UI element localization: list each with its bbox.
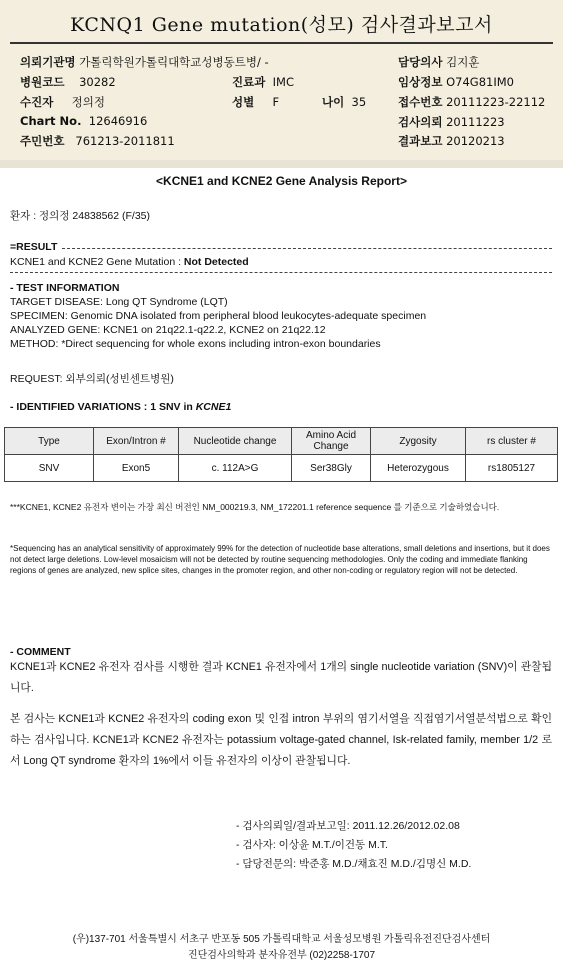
header-department: 진료과 IMC (232, 75, 294, 89)
table-cell: rs1805127 (466, 455, 558, 482)
header-report-date: 결과보고 20120213 (398, 134, 505, 148)
header-resident-number: 주민번호 761213-2011811 (20, 134, 175, 148)
request-line: REQUEST: 외부의뢰(성빈센트병원) (10, 373, 174, 385)
table-row (5, 455, 558, 482)
table-header-cell: Zygosity (371, 428, 466, 455)
header-hospital-code: 병원코드 30282 (20, 75, 116, 89)
header-physician: 담당의사 김지훈 (398, 55, 480, 69)
signoff-physicians: - 담당전문의: 박준홍 M.D./채효진 M.D./김명신 M.D. (236, 858, 472, 870)
table-cell: SNV (5, 455, 94, 482)
result-line: KCNE1 and KCNE2 Gene Mutation : Not Detected (10, 256, 249, 268)
header-age: 나이 35 (322, 95, 367, 109)
analysis-report (0, 168, 563, 967)
sensitivity-note: *Sequencing has an analytical sensitivity of approximately 99% for the detection of nucleotide base alterations, small deletions and insertions, but it does not detect large deletions. Low-level mosaicism will not be detected by routine sequencing methodologies. Only the coding and immediate flanking regions of genes are analyzed, new splice sites, changes in the promoter region, and other non-coding or regulatory region will not be detected. (10, 544, 550, 575)
table-cell: Exon5 (94, 455, 179, 482)
table-cell: c. 112A>G (179, 455, 292, 482)
table-header-cell: Nucleotide change (179, 428, 292, 455)
signoff-dates: - 검사의뢰일/결과보고일: 2011.12.26/2012.02.08 (236, 820, 460, 832)
result-rule-bottom (10, 272, 552, 274)
table-header-cell: Amino Acid Change (292, 428, 371, 455)
result-value: Not Detected (183, 256, 249, 268)
test-info-line: METHOD: *Direct sequencing for whole exons including intron-exon boundaries (10, 338, 381, 350)
title-rule (10, 42, 553, 44)
header-chart-number: Chart No. 12646916 (20, 114, 148, 128)
page-title: KCNQ1 Gene mutation(성모) 검사결과보고서 (70, 14, 493, 36)
comment-header: - COMMENT (10, 646, 71, 658)
test-info-line: TARGET DISEASE: Long QT Syndrome (LQT) (10, 296, 228, 308)
table-header-cell: rs cluster # (466, 428, 558, 455)
result-header: =RESULT (10, 241, 58, 253)
header-sex: 성별 F (232, 95, 280, 109)
test-info-line: SPECIMEN: Genomic DNA isolated from peripheral blood leukocytes-adequate specimen (10, 310, 427, 322)
header-patient: 수진자 정의정 (20, 95, 105, 109)
variations-header: - IDENTIFIED VARIATIONS : 1 SNV in KCNE1 (10, 401, 232, 413)
table-header-cell: Type (5, 428, 94, 455)
reference-note: ***KCNE1, KCNE2 유전자 변이는 가장 최신 버전인 NM_000219.3, NM_172201.1 reference sequence 를 기준으로 기술하였습니다. (10, 502, 500, 512)
table-header-cell: Exon/Intron # (94, 428, 179, 455)
signoff-technicians: - 검사자: 이상윤 M.T./이건동 M.T. (236, 839, 388, 851)
header-accession-number: 접수번호 20111223-22112 (398, 95, 546, 109)
footer-address: (우)137-701 서울특별시 서초구 반포동 505 가톨릭대학교 서울성모병원 가톨릭유전진단검사센터 (72, 934, 491, 945)
comment-paragraph: KCNE1과 KCNE2 유전자 검사를 시행한 결과 KCNE1 유전자에서 1개의 single nucleotide variation (SNV)이 관찰됩니다. (10, 661, 552, 694)
header-requesting-institution: 의뢰기관명 가톨릭학원가톨릭대학교성병동트병/ - (20, 55, 269, 69)
test-info-line: ANALYZED GENE: KCNE1 on 21q22.1-q22.2, KCNE2 on 21q22.12 (10, 324, 326, 336)
header-request-date: 검사의뢰 20111223 (398, 115, 505, 129)
patient-line: 환자 : 정의정 24838562 (F/35) (10, 210, 151, 222)
table-cell: Ser38Gly (292, 455, 371, 482)
header-clinical-info: 임상정보 O74G81IM0 (398, 75, 514, 89)
table-cell: Heterozygous (371, 455, 466, 482)
table-header-row (5, 428, 558, 455)
variations-table (4, 427, 558, 482)
footer-department: 진단검사의학과 분자유전부 (02)2258-1707 (187, 950, 376, 961)
comment-paragraph: 본 검사는 KCNE1과 KCNE2 유전자의 coding exon 및 인접 intron 부위의 염기서열을 직접염기서열분석법으로 확인하는 검사입니다. KCNE1과 KCNE2 유전자는 potassium voltage-gated channel, Isk-related family, member 1/2 로서 Long QT syndrome 환자의 1%에서 이들 유전자의 이상이 관찰됩니다. (10, 713, 552, 767)
report-heading: <KCNE1 and KCNE2 Gene Analysis Report> (156, 174, 407, 188)
test-info-header: - TEST INFORMATION (10, 282, 120, 294)
result-rule (62, 248, 552, 250)
